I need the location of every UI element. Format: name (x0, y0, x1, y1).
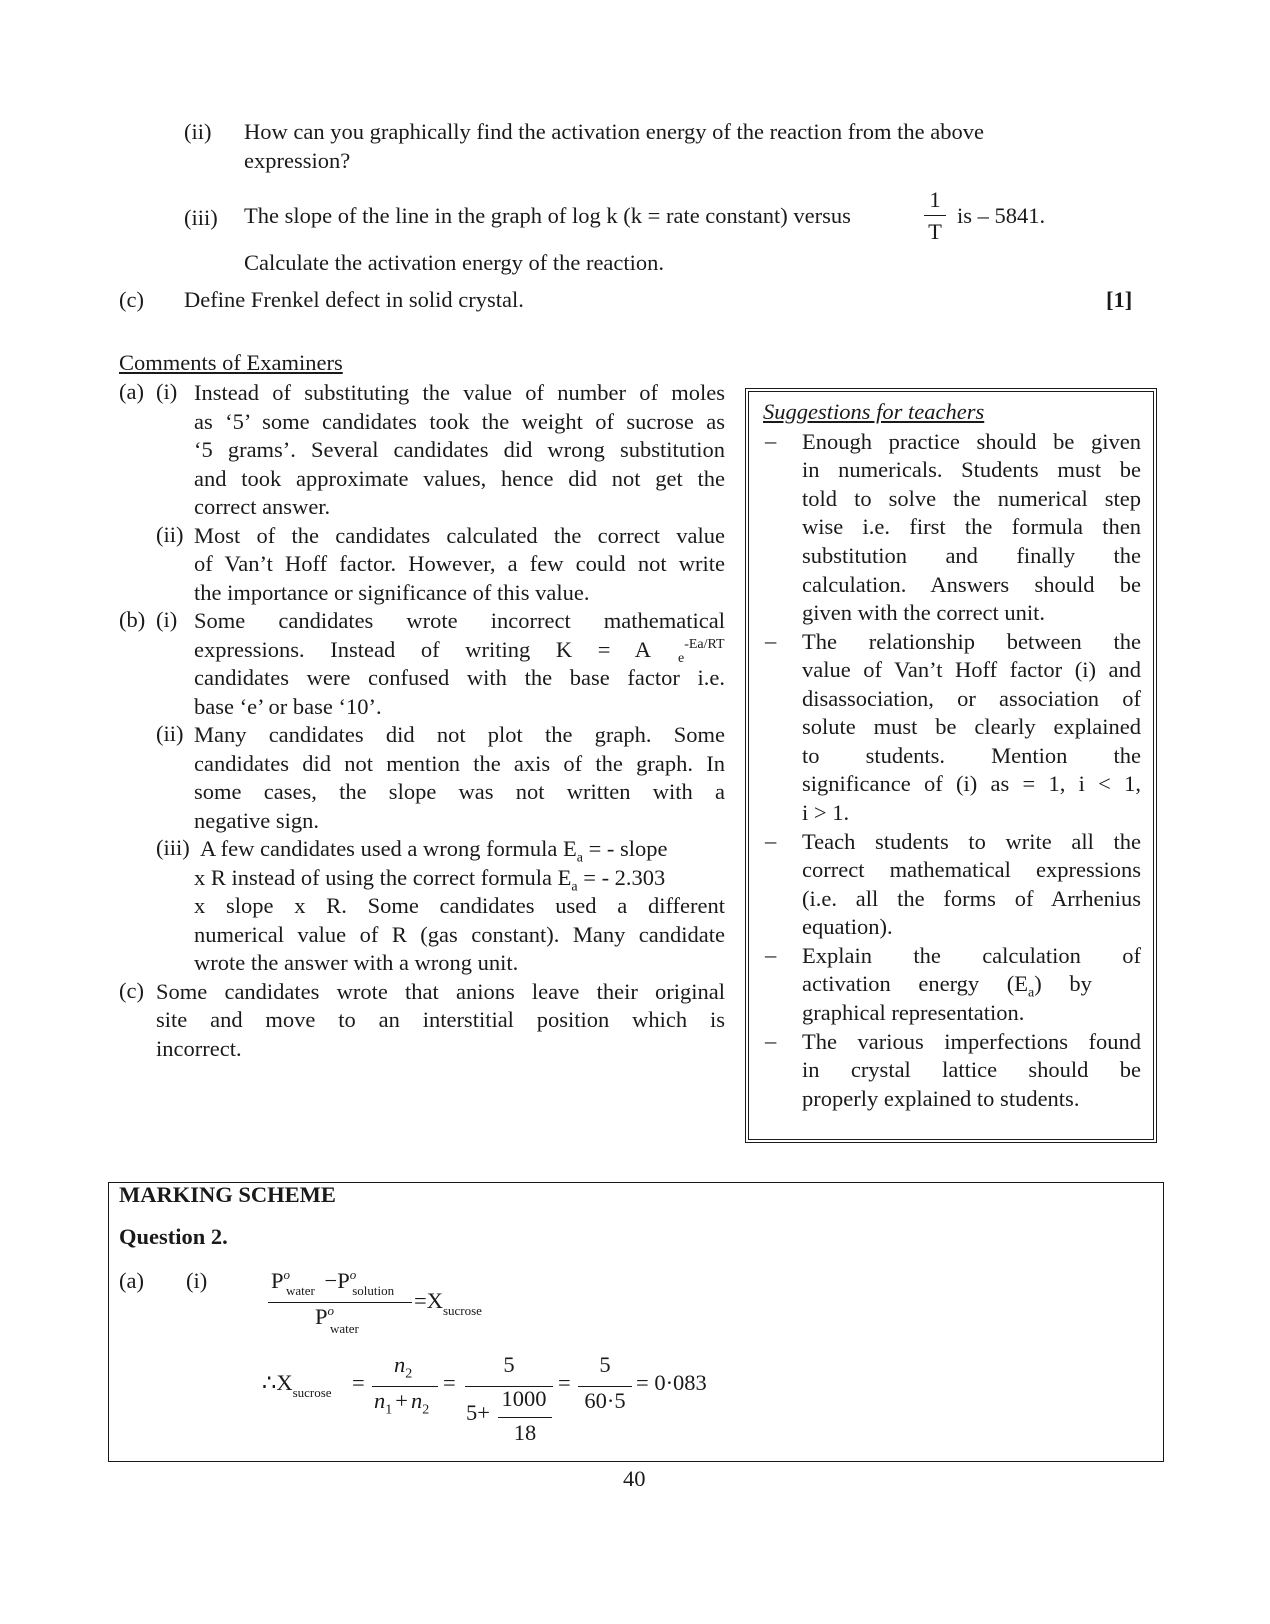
formula-2-thousand: 1000 (501, 1386, 547, 1411)
marking-scheme-part-a: (a) (119, 1268, 144, 1293)
f2-sub-2b: 2 (422, 1402, 430, 1418)
comment-c-line: site and move to an interstitial position which is (156, 1007, 725, 1032)
comment-b-iii-line: numerical value of R (gas constant). Many candidate (194, 922, 725, 947)
f2-sub-1: 1 (385, 1402, 393, 1418)
comment-b-i-line2 (194, 636, 725, 665)
formula-2-n1-plus-n2 (374, 1388, 429, 1419)
suggestion-5-line: properly explained to students. (802, 1086, 1080, 1111)
suggestion-3-line: equation). (802, 914, 893, 939)
marking-scheme-box (108, 1182, 1164, 1462)
comment-b-iii-line1-a: A few candidates used a wrong formula E (200, 836, 577, 861)
comment-b-i-line2-formula-tail (678, 636, 725, 666)
formula-2-five: 5 (503, 1352, 515, 1377)
formula-1-numerator (271, 1267, 398, 1298)
f1-p: P (271, 1268, 284, 1293)
suggestion-1-line: wise i.e. first the formula then (802, 514, 1141, 539)
suggestion-1-line: in numericals. Students must be (802, 457, 1141, 482)
comment-c-line: Some candidates wrote that anions leave their original (156, 979, 725, 1004)
formula-2-eighteen: 18 (513, 1420, 537, 1445)
suggestion-2-line: to students. Mention the (802, 743, 1141, 768)
marking-scheme-part-i: (i) (186, 1268, 208, 1293)
comment-a-i-line: ‘5 grams’. Several candidates did wrong substitution (194, 437, 725, 462)
f1-sub-sucrose: sucrose (442, 1303, 482, 1318)
comment-a-ii-number: (ii) (156, 522, 184, 547)
suggestion-2-line: disassociation, or association of (802, 686, 1141, 711)
comment-b-iii-line2-a: x R instead of using the correct formula E (194, 865, 572, 890)
q-iii-number: (iii) (184, 205, 218, 230)
comment-a-ii-line: of Van’t Hoff factor. However, a few could not write (194, 551, 725, 576)
comment-b-iii-line: x slope x R. Some candidates used a different (194, 893, 725, 918)
f2-n2b: n (410, 1388, 423, 1413)
q-iii-text-a: The slope of the line in the graph of log k (k = rate constant) versus (244, 203, 851, 228)
comment-b-i-line: candidates were confused with the base factor i.e. (194, 665, 725, 690)
formula-2-lhs (262, 1370, 332, 1400)
q-ii-number: (ii) (184, 119, 212, 144)
q-iii-fraction-denominator: T (928, 219, 942, 244)
marking-scheme-title: MARKING SCHEME (119, 1182, 336, 1207)
suggestion-5-line: The various imperfections found (802, 1029, 1141, 1054)
suggestion-1-line: Enough practice should be given (802, 429, 1141, 454)
suggestion-4-sub-a: a (1028, 985, 1035, 1001)
q-iii-text-b: is – 5841. (957, 203, 1046, 228)
q-iii-fraction-bar (924, 215, 946, 216)
comment-b-iii-sub-a: a (576, 850, 583, 866)
comment-b-iii-line: wrote the answer with a wrong unit. (194, 950, 519, 975)
comment-b-iii-line1-b: = - slope (582, 836, 668, 861)
q-ii-line1: How can you graphically find the activation energy of the reaction from the above (244, 119, 984, 144)
comment-b-ii-line: some cases, the slope was not written with a (194, 779, 725, 804)
suggestion-bullet: – (765, 1028, 777, 1053)
suggestion-2-line: solute must be clearly explained (802, 714, 1141, 739)
suggestion-5-line: in crystal lattice should be (802, 1057, 1141, 1082)
formula-1-rhs (414, 1288, 482, 1318)
comment-b-ii-line: Many candidates did not plot the graph. Some (194, 722, 725, 747)
comment-b-i-line: Some candidates wrote incorrect mathematical (194, 608, 725, 633)
comment-c-label: (c) (119, 978, 144, 1003)
comment-b-ii-line: negative sign. (194, 808, 319, 833)
suggestion-2-line: The relationship between the (802, 629, 1141, 654)
f2-sub-sucrose: sucrose (292, 1385, 332, 1400)
formula-2-eq1: = (352, 1370, 365, 1395)
marking-scheme-question: Question 2. (119, 1224, 228, 1249)
comment-a-i-line: and took approximate values, hence did not get the (194, 466, 725, 491)
comment-b-iii-number: (iii) (156, 835, 190, 860)
f1-equals-x: =X (414, 1288, 443, 1313)
f2-n1: n (374, 1388, 386, 1413)
formula-2-result: = 0·083 (636, 1370, 707, 1395)
comment-b-label: (b) (119, 607, 146, 632)
comment-a-ii-line: the importance or significance of this value. (194, 580, 590, 605)
f1-sub-solution: solution (352, 1283, 395, 1298)
f1-p2: P (337, 1268, 350, 1293)
comment-b-i-line: base ‘e’ or base ‘10’. (194, 694, 382, 719)
suggestion-bullet: – (765, 828, 777, 853)
q-iii-fraction-numerator: 1 (929, 187, 941, 212)
comment-b-ii-line: candidates did not mention the axis of the graph. In (194, 751, 725, 776)
suggestion-1-line: substitution and finally the (802, 543, 1141, 568)
comment-c-line: incorrect. (156, 1036, 242, 1061)
q-c-number: (c) (119, 287, 144, 312)
comment-b-iii-line2-b: = - 2.303 (577, 865, 666, 890)
suggestion-3-line: Teach students to write all the (802, 829, 1141, 854)
comment-a-i-line: correct answer. (194, 494, 331, 519)
formula-2-n2 (394, 1352, 412, 1383)
formula-1-fraction-bar (268, 1302, 412, 1303)
q-iii-line2: Calculate the activation energy of the reaction. (244, 250, 665, 275)
page-number: 40 (623, 1466, 646, 1491)
f2-n: n (394, 1352, 406, 1377)
f1-sup-o2: o (349, 1267, 357, 1282)
formula-2-bar1 (372, 1386, 438, 1387)
comment-b-ii-number: (ii) (156, 721, 184, 746)
suggestion-bullet: – (765, 628, 777, 653)
comments-heading: Comments of Examiners (119, 350, 343, 375)
formula-2-sixty: 60·5 (584, 1388, 626, 1413)
q-c-marks: [1] (1106, 287, 1133, 312)
q-c-text: Define Frenkel defect in solid crystal. (184, 287, 524, 312)
f1-minus: − (324, 1268, 338, 1293)
comment-a-i-line: as ‘5’ some candidates took the weight of sucrose as (194, 409, 725, 434)
suggestion-4-line2-b: ) by (1034, 971, 1092, 996)
comment-b-i-number: (i) (156, 607, 178, 632)
formula-sup-ea-rt: -Ea/RT (684, 637, 725, 652)
suggestion-bullet: – (765, 428, 777, 453)
f1-sup-o: o (283, 1267, 291, 1282)
suggestion-4-line: Explain the calculation of (802, 943, 1141, 968)
formula-2-bar3 (498, 1417, 552, 1418)
comment-a-label: (a) (119, 379, 144, 404)
suggestion-4-line: graphical representation. (802, 1000, 1025, 1025)
f1-sub-water2: water (330, 1321, 359, 1336)
suggestions-heading: Suggestions for teachers (763, 399, 985, 424)
comment-a-i-number: (i) (156, 379, 178, 404)
formula-2-eq3: = (558, 1370, 571, 1395)
suggestion-1-line: calculation. Answers should be (802, 572, 1141, 597)
suggestion-2-line: significance of (i) as = 1, i < 1, (802, 771, 1141, 796)
comment-a-i-line: Instead of substituting the value of number of moles (194, 380, 725, 405)
suggestion-1-line: told to solve the numerical step (802, 486, 1141, 511)
f1-sup-o3: o (327, 1303, 335, 1318)
f2-therefore-x: ∴X (262, 1370, 293, 1395)
f1-p3: P (315, 1304, 328, 1329)
formula-2-bar4 (578, 1386, 632, 1387)
comment-b-iii-sub-a2: a (571, 879, 578, 895)
suggestion-bullet: – (765, 942, 777, 967)
formula-2-five-plus: 5+ (466, 1400, 490, 1425)
f2-sub-2: 2 (405, 1366, 413, 1382)
f1-sub-water: water (286, 1283, 315, 1298)
suggestion-3-line: correct mathematical expressions (802, 857, 1141, 882)
suggestion-2-line: i > 1. (802, 800, 850, 825)
formula-1-denominator (315, 1303, 363, 1336)
formula-2-five-b: 5 (599, 1352, 611, 1377)
formula-sub-e: e (678, 651, 685, 666)
f2-plus: + (395, 1388, 408, 1413)
suggestion-2-line: value of Van’t Hoff factor (i) and (802, 657, 1141, 682)
comment-a-ii-line: Most of the candidates calculated the correct value (194, 523, 725, 548)
suggestion-3-line: (i.e. all the forms of Arrhenius (802, 886, 1141, 911)
suggestion-1-line: given with the correct unit. (802, 600, 1046, 625)
comment-b-i-line2-text: expressions. Instead of writing K = A (194, 637, 652, 662)
formula-2-eq2: = (443, 1370, 456, 1395)
suggestion-4-line2-a: activation energy (E (802, 971, 1029, 996)
q-ii-line2: expression? (244, 148, 351, 173)
